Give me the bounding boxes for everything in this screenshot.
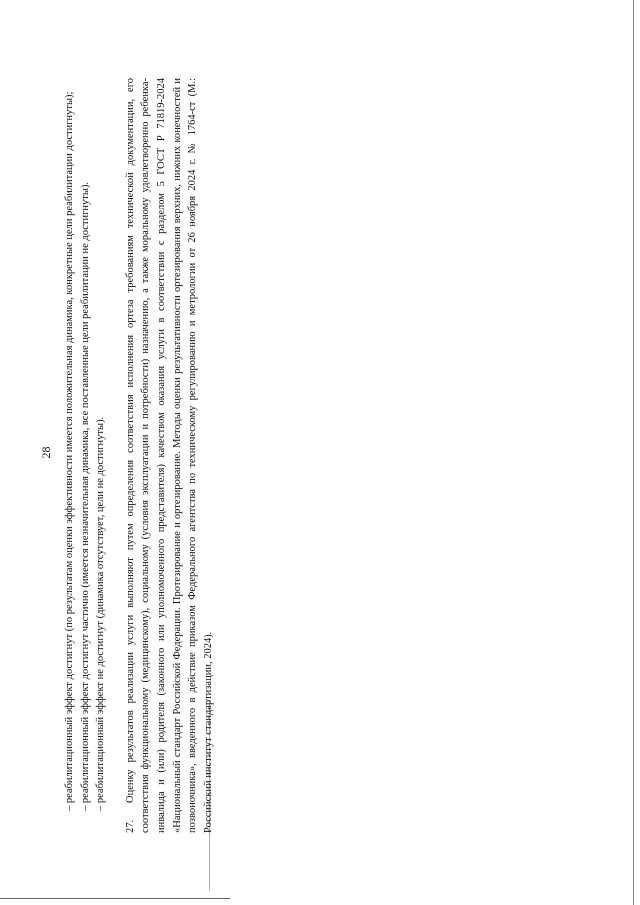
list-item: – реабилитационный эффект достигнут (по результатам оценки эффективности имеется положительная динамика, конкретные цели реабилитации достигнуты); <box>64 91 75 811</box>
paragraph-number: 27. <box>124 819 136 833</box>
document-body <box>62 78 216 833</box>
list-item: – реабилитационный эффект достигнут частично (имеется незначительная динамика, все поставленные цели реабилитации не достигнуты). <box>79 181 91 811</box>
paragraph-27 <box>123 78 217 833</box>
list-item: – реабилитационный эффект не достигнут (динамика отсутствует, цели не достигнуты). <box>95 416 107 811</box>
paragraph-text: Оценку результатов реализации услуги выполняют путем определения соответствия исполнения ортеза требованиям технической документации, его соответствия функциональному (медицинскому), социальному (условия эксплуатации и потребности) назначению, а также моральному удовлетворенно ребенка-инвалида и (или) родителя (законного или уполномоченного представителя) качеством оказания услуги в соответствии с разделом 5 ГОСТ Р 71819-2024 «Национальный стандарт Российской Федерации. Протезирование и ортезирование. Методы оценки результативности ортезирования верхних, нижних конечностей и позвоночника», введенного в действие приказом Федерального агентства по техническому регулированию и метрологии от 26 ноября 2024 г. № 1764-ст (М.: Российский институт стандартизации, 2024). <box>124 78 214 833</box>
page-number: 28 <box>39 446 53 459</box>
